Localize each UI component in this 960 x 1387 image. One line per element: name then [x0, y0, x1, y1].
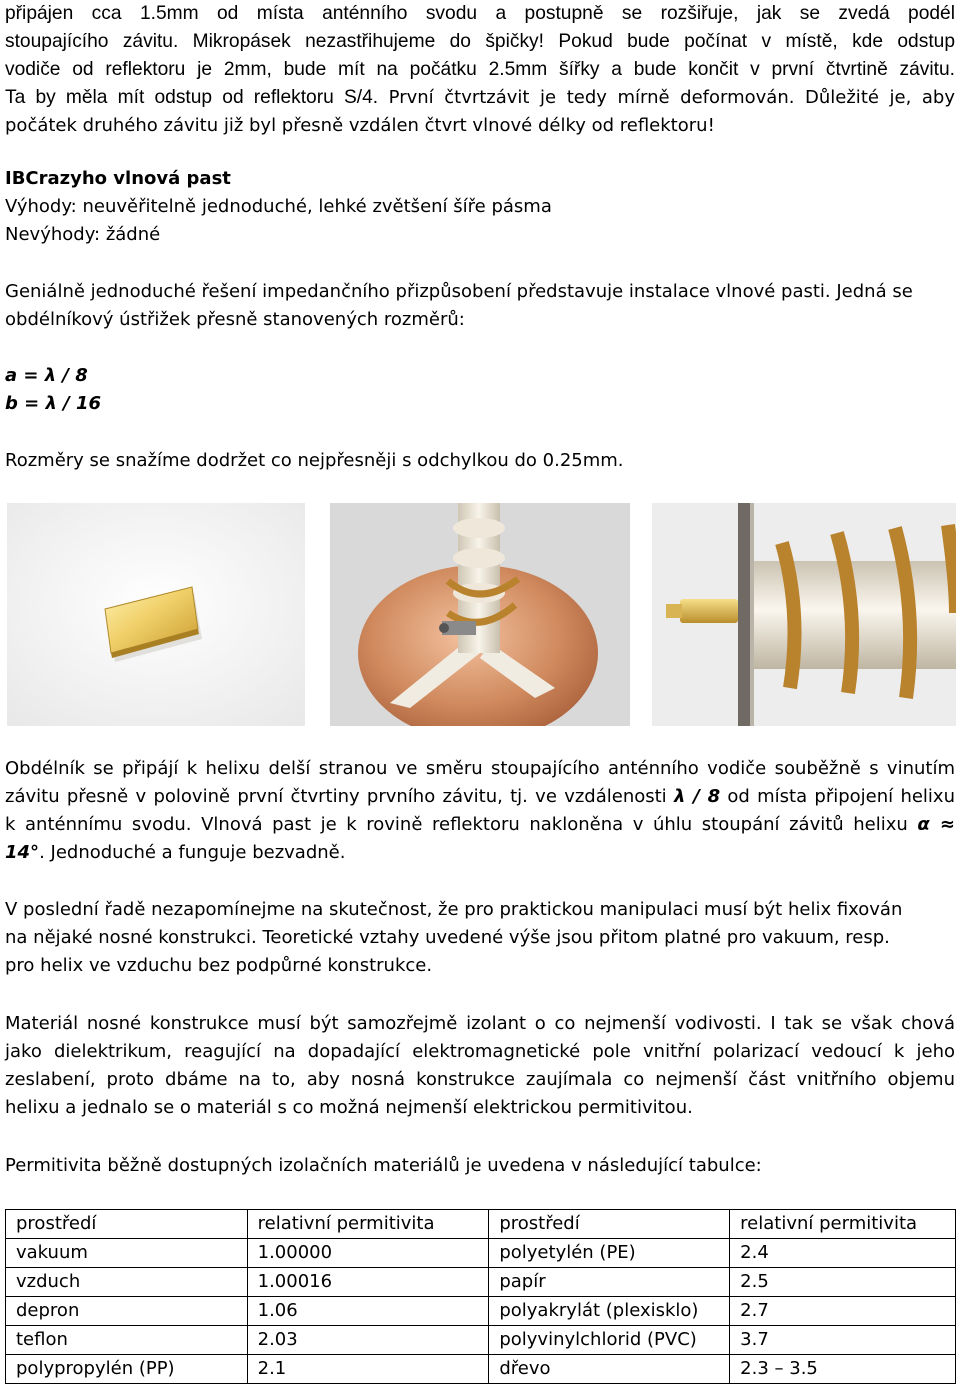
table-cell: 2.3 – 3.5: [730, 1355, 956, 1384]
table-cell: teflon: [6, 1326, 248, 1355]
mounting-line: [5, 839, 955, 867]
support-paragraph: [5, 896, 955, 980]
support-line: na nějaké nosné konstrukci. Teoretické vztahy uvedené výše jsou přitom platné pro vakuum, resp.: [5, 927, 890, 948]
header-cell: relativní permitivita: [730, 1210, 956, 1239]
table-cell: polyakrylát (plexisklo): [489, 1297, 730, 1326]
mounting-text: závitu přesně v polovině první čtvrtiny prvního závitu, tj. ve vzdálenosti: [5, 786, 674, 807]
helix-base-image: [330, 503, 630, 726]
mounting-line: [5, 811, 955, 839]
angle-symbol: α ≈: [917, 814, 955, 835]
material-paragraph: [5, 1010, 955, 1122]
table-row: [6, 1297, 956, 1326]
permittivity-table: [5, 1209, 956, 1384]
intro-line: připájen cca 1.5mm od místa anténního svodu a postupně se rozšiřuje, jak se zvedá podél: [5, 3, 955, 24]
trap-intro-line: obdélníkový ústřižek přesně stanovených rozměrů:: [5, 309, 465, 330]
table-caption: Permitivita běžně dostupných izolačních materiálů je uvedena v následující tabulce:: [5, 1155, 762, 1176]
table-cell: polyetylén (PE): [489, 1239, 730, 1268]
table-cell: 2.7: [730, 1297, 956, 1326]
photo-helix-connector: [652, 503, 956, 726]
material-line: helixu a jednalo se o materiál s co možná nejmenší elektrickou permitivitou.: [5, 1097, 693, 1118]
formula-inline: λ / 8: [673, 786, 721, 807]
intro-line: stoupajícího závitu. Mikropásek nezastřihujeme do špičky! Pokud bude počínat v místě, kde odstup: [5, 31, 955, 52]
tolerance-paragraph: [5, 447, 955, 475]
advantages-line: Výhody: neuvěřitelně jednoduché, lehké zvětšení šíře pásma: [5, 196, 552, 217]
formulas: [5, 362, 955, 418]
helix-connector-image: [652, 503, 956, 726]
formula-a: a = λ / 8: [5, 365, 88, 386]
tolerance-text: Rozměry se snažíme dodržet co nejpřesněji s odchylkou do 0.25mm.: [5, 450, 624, 471]
material-line: Materiál nosné konstrukce musí být samozřejmě izolant o co nejmenší vodivosti. I tak se však chová: [5, 1013, 955, 1034]
mounting-line: Obdélník se připájí k helixu delší stranou ve směru stoupajícího anténního vodiče souběžně s vinutím: [5, 758, 955, 779]
table-cell: papír: [489, 1268, 730, 1297]
mounting-line: [5, 783, 955, 811]
table-cell: 2.1: [247, 1355, 489, 1384]
header-cell: relativní permitivita: [247, 1210, 489, 1239]
intro-line-part: První čtvrtzávit je tedy mírně deformován. Důležité je, aby: [378, 87, 955, 108]
material-line: jako dielektrikum, reagující na dopadající elektromagnetické pole vnitřní polarizací vedoucí k jeho: [5, 1041, 955, 1062]
table-cell: polypropylén (PP): [6, 1355, 248, 1384]
trap-strip-image: [7, 503, 305, 726]
table-cell: 2.5: [730, 1268, 956, 1297]
mounting-text: od místa připojení helixu: [720, 786, 955, 807]
intro-line-mixed: [5, 84, 955, 112]
disadvantages-line: Nevýhody: žádné: [5, 224, 161, 245]
trap-intro-paragraph: [5, 278, 955, 334]
mounting-paragraph: [5, 755, 955, 867]
angle-value: 14°: [5, 842, 40, 863]
formula-b: b = λ / 16: [5, 393, 102, 414]
table-cell: 1.00016: [247, 1268, 489, 1297]
intro-paragraph: [5, 0, 955, 140]
table-cell: 3.7: [730, 1326, 956, 1355]
table-row: [6, 1355, 956, 1384]
table-cell: polyvinylchlorid (PVC): [489, 1326, 730, 1355]
support-line: V poslední řadě nezapomínejme na skutečnost, že pro praktickou manipulaci musí být helix fixován: [5, 899, 903, 920]
table-cell: 1.00000: [247, 1239, 489, 1268]
table-cell: 2.4: [730, 1239, 956, 1268]
table-cell: 2.03: [247, 1326, 489, 1355]
intro-line: vodiče od reflektoru je 2mm, bude mít na počátku 2.5mm šířky a bude končit v první čtvrtině závitu.: [5, 59, 955, 80]
trap-section: [5, 165, 955, 249]
material-line: zeslabení, proto dbáme na to, aby nosná konstrukce zaujímala co nejmenší část vnitřního objemu: [5, 1069, 955, 1090]
table-header-row: [6, 1210, 956, 1239]
photo-helix-base: [330, 503, 630, 726]
table-cell: 1.06: [247, 1297, 489, 1326]
mounting-text: . Jednoduché a funguje bezvadně.: [39, 842, 346, 863]
table-cell: depron: [6, 1297, 248, 1326]
table-row: [6, 1326, 956, 1355]
table-cell: dřevo: [489, 1355, 730, 1384]
table-cell: vzduch: [6, 1268, 248, 1297]
section-title: IBCrazyho vlnová past: [5, 168, 231, 189]
table-caption-paragraph: [5, 1152, 955, 1180]
table-cell: vakuum: [6, 1239, 248, 1268]
photo-trap-strip: [7, 503, 305, 726]
intro-line-part: Ta by měla mít odstup od reflektoru S/4.: [5, 87, 379, 108]
mounting-text: k anténnímu svodu. Vlnová past je k rovině reflektoru nakloněna v úhlu stoupání závitů helixu: [5, 814, 918, 835]
header-cell: prostředí: [489, 1210, 730, 1239]
trap-intro-line: Geniálně jednoduché řešení impedančního přizpůsobení představuje instalace vlnové pasti. Jedná se: [5, 281, 913, 302]
intro-line: počátek druhého závitu již byl přesně vzdálen čtvrt vlnové délky od reflektoru!: [5, 115, 715, 136]
table-row: [6, 1239, 956, 1268]
header-cell: prostředí: [6, 1210, 248, 1239]
support-line: pro helix ve vzduchu bez podpůrné konstrukce.: [5, 955, 433, 976]
table-row: [6, 1268, 956, 1297]
